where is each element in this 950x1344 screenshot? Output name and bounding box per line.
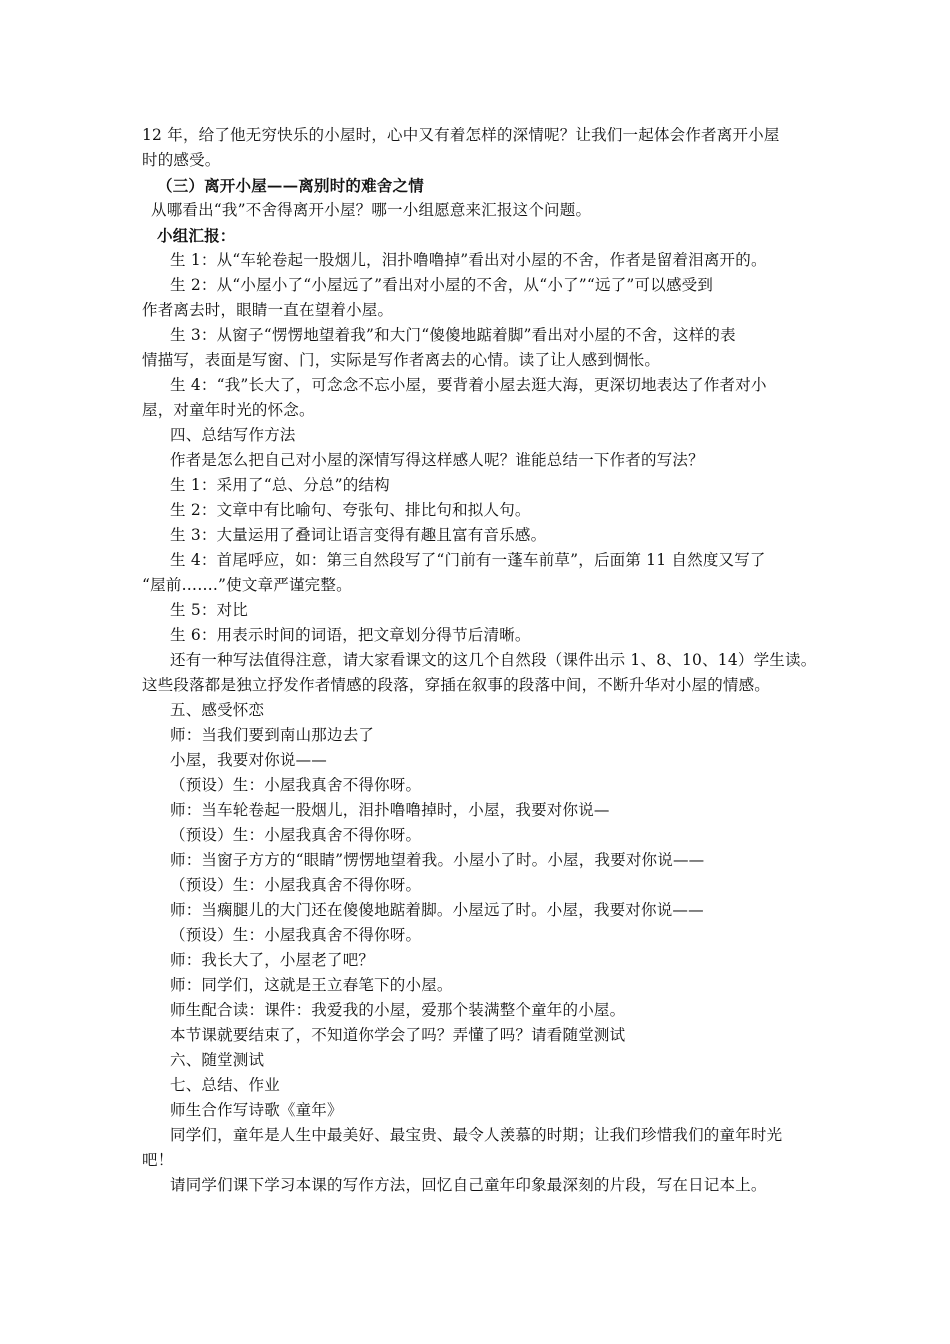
paragraph-line: 师：当窗子方方的“眼睛”愣愣地望着我。小屋小了时。小屋，我要对你说—— <box>170 851 705 869</box>
document-page <box>142 123 817 1198</box>
paragraph-line: （预设）生：小屋我真舍不得你呀。 <box>170 776 422 794</box>
paragraph-line: 这些段落都是独立抒发作者情感的段落，穿插在叙事的段落中间，不断升华对小屋的情感。 <box>142 676 771 694</box>
paragraph-line: 生 4：“我”长大了，可念念不忘小屋，要背着小屋去逛大海，更深切地表达了作者对小 <box>170 376 767 394</box>
paragraph-line: 生 6：用表示时间的词语，把文章划分得节后清晰。 <box>170 626 531 644</box>
paragraph-line: 同学们，童年是人生中最美好、最宝贵、最令人羡慕的时期；让我们珍惜我们的童年时光 <box>170 1126 783 1144</box>
paragraph-line: 生 3：从窗子“愣愣地望着我”和大门“傻傻地踮着脚”看出对小屋的不舍，这样的表 <box>170 326 736 344</box>
paragraph-line: （预设）生：小屋我真舍不得你呀。 <box>170 926 422 944</box>
paragraph-line: “屋前…….”使文章严谨完整。 <box>142 576 352 594</box>
paragraph-line: 生 5：对比 <box>170 601 248 619</box>
paragraph-line: 本节课就要结束了，不知道你学会了吗？弄懂了吗？请看随堂测试 <box>170 1026 626 1044</box>
paragraph-line: （预设）生：小屋我真舍不得你呀。 <box>170 826 422 844</box>
section-heading: （三）离开小屋——离别时的难舍之情 <box>157 176 424 195</box>
paragraph-line: 生 2：文章中有比喻句、夸张句、排比句和拟人句。 <box>170 501 531 519</box>
paragraph-line: 生 1：采用了“总、分总”的结构 <box>170 476 390 494</box>
section-heading: 七、总结、作业 <box>170 1076 280 1094</box>
paragraph-line: 情描写，表面是写窗、门，实际是写作者离去的心情。读了让人感到惆怅。 <box>142 351 661 369</box>
paragraph-line: 师：同学们，这就是王立春笔下的小屋。 <box>170 976 453 994</box>
paragraph-line: 小屋，我要对你说—— <box>170 751 328 769</box>
paragraph-line: 作者离去时，眼睛一直在望着小屋。 <box>142 301 394 319</box>
paragraph-line: 生 4：首尾呼应，如：第三自然段写了“门前有一蓬车前草”，后面第 11 自然度又写了 <box>170 551 766 569</box>
paragraph-line: 还有一种写法值得注意，请大家看课文的这几个自然段（课件出示 1、8、10、14）学生读。 <box>170 651 817 669</box>
paragraph-line: 作者是怎么把自己对小屋的深情写得这样感人呢？谁能总结一下作者的写法？ <box>170 451 704 469</box>
paragraph-line: 时的感受。 <box>142 151 221 169</box>
paragraph-line: 12 年，给了他无穷快乐的小屋时，心中又有着怎样的深情呢？让我们一起体会作者离开小屋 <box>142 126 780 144</box>
paragraph-line: 师：当车轮卷起一股烟儿，泪扑噜噜掉时，小屋，我要对你说— <box>170 801 610 819</box>
paragraph-line: 师生配合读：课件：我爱我的小屋，爱那个装满整个童年的小屋。 <box>170 1001 626 1019</box>
paragraph-line: 请同学们课下学习本课的写作方法，回忆自己童年印象最深刻的片段，写在日记本上。 <box>170 1176 767 1194</box>
paragraph-line: 屋，对童年时光的怀念。 <box>142 401 315 419</box>
paragraph-line: 师：我长大了，小屋老了吧？ <box>170 951 375 969</box>
section-heading: 六、随堂测试 <box>170 1051 265 1069</box>
paragraph-line: 师生合作写诗歌《童年》 <box>170 1101 343 1119</box>
paragraph-line: （预设）生：小屋我真舍不得你呀。 <box>170 876 422 894</box>
subheading: 小组汇报： <box>157 226 236 245</box>
section-heading: 五、感受怀恋 <box>170 701 265 719</box>
paragraph-line: 生 2：从“小屋小了“小屋远了”看出对小屋的不舍，从“小了”“远了”可以感受到 <box>170 276 714 294</box>
section-heading: 四、总结写作方法 <box>170 426 296 444</box>
paragraph-line: 师：当我们要到南山那边去了 <box>170 726 375 744</box>
paragraph-line: 生 1：从“车轮卷起一股烟儿，泪扑噜噜掉”看出对小屋的不舍，作者是留着泪离开的。 <box>170 251 767 269</box>
paragraph-line: 师：当瘸腿儿的大门还在傻傻地踮着脚。小屋远了时。小屋，我要对你说—— <box>170 901 704 919</box>
paragraph-line: 生 3：大量运用了叠词让语言变得有趣且富有音乐感。 <box>170 526 547 544</box>
paragraph-line: 吧！ <box>142 1151 174 1169</box>
paragraph-line: 从哪看出“我”不舍得离开小屋？哪一小组愿意来汇报这个问题。 <box>151 201 592 219</box>
